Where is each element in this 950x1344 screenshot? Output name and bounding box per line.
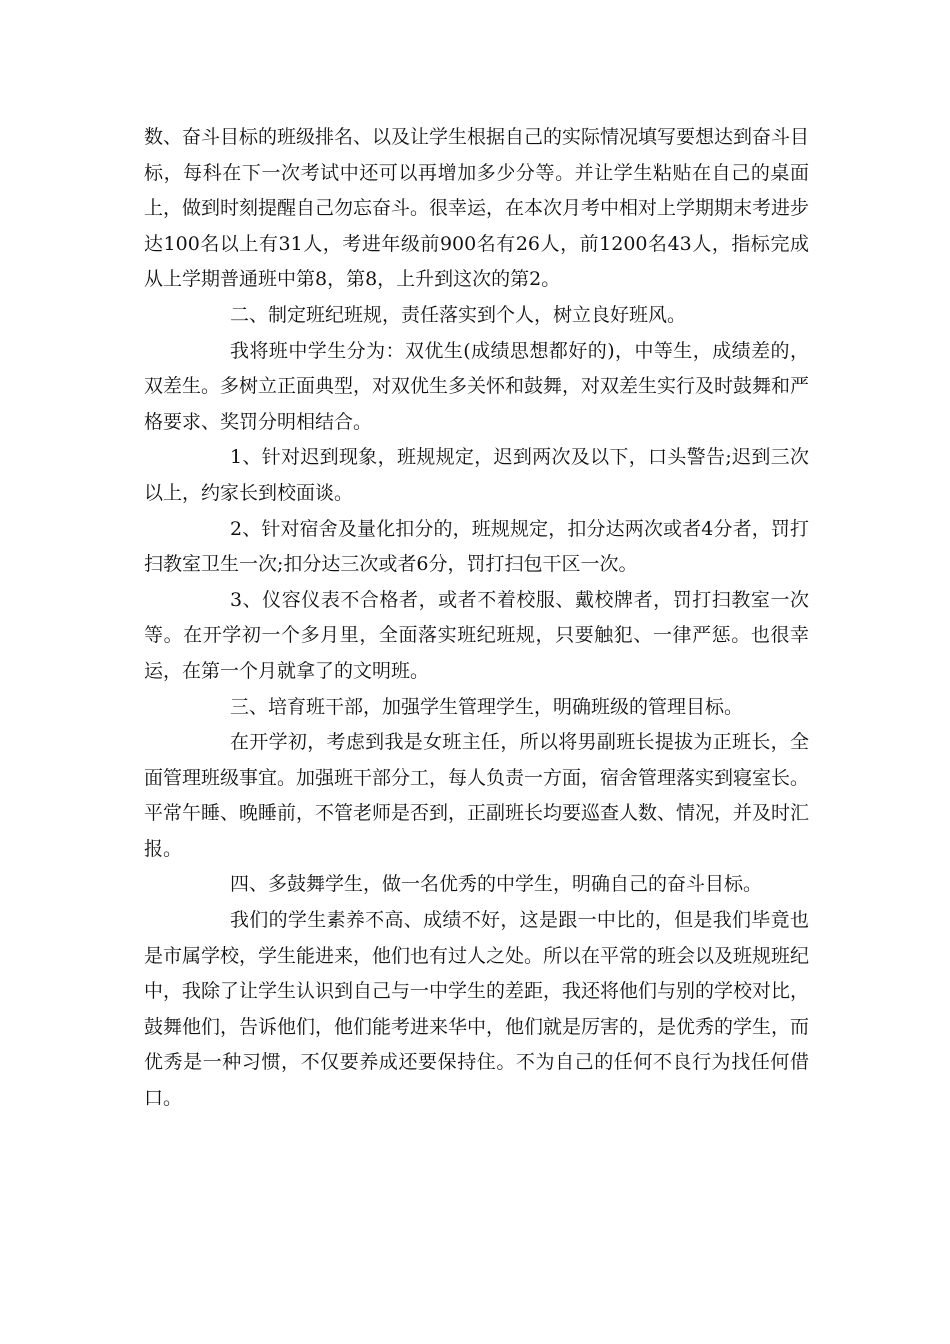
section-heading-2: 二、制定班纪班规，责任落实到个人，树立良好班风。 — [230, 303, 687, 326]
rule-item-3: 3、仪容仪表不合格者，或者不着校服、戴校牌者，罚打扫教室一次等。在开学初一个多月里，全面落实班纪班规，只要触犯、一律严惩。也很幸运，在第一个月就拿了的文明班。 — [144, 588, 809, 682]
paragraph-continuation: 数、奋斗目标的班级排名、以及让学生根据自己的实际情况填写要想达到奋斗目标，每科在下一次考试中还可以再增加多少分等。并让学生粘贴在自己的桌面上，做到时刻提醒自己勿忘奋斗。很幸运，在本次月考中相对上学期期末考进步达100名以上有31人，考进年级前900名有26人，前1200名43人，指标完成从上学期普通班中第8，第8，上升到这次的第2。 — [144, 126, 810, 291]
rule-item-2: 2、针对宿舍及量化扣分的，班规规定，扣分达两次或者4分者，罚打扫教室卫生一次;扣分达三次或者6分，罚打扫包干区一次。 — [144, 517, 809, 576]
paragraph-class-cadres: 在开学初，考虑到我是女班主任，所以将男副班长提拔为正班长，全面管理班级事宜。加强班干部分工，每人负责一方面，宿舍管理落实到寝室长。平常午睡、晚睡前，不管老师是否到，正副班长均要巡查人数、情况，并及时汇报。 — [144, 731, 810, 860]
paragraph-encouragement: 我们的学生素养不高、成绩不好，这是跟一中比的，但是我们毕竟也是市属学校，学生能进来，他们也有过人之处。所以在平常的班会以及班规班纪中，我除了让学生认识到自己与一中学生的差距，我还将他们与别的学校对比，鼓舞他们，告诉他们，他们能考进来华中，他们就是厉害的，是优秀的学生，而优秀是一种习惯，不仅要养成还要保持住。不为自己的任何不良行为找任何借口。 — [144, 909, 810, 1110]
paragraph-student-groups: 我将班中学生分为：双优生(成绩思想都好的)，中等生，成绩差的，双差生。多树立正面典型，对双优生多关怀和鼓舞，对双差生实行及时鼓舞和严格要求、奖罚分明相结合。 — [144, 339, 810, 433]
rule-item-1: 1、针对迟到现象，班规规定，迟到两次及以下，口头警告;迟到三次以上，约家长到校面谈。 — [144, 446, 809, 504]
document-body — [144, 120, 809, 1117]
section-heading-3: 三、培育班干部，加强学生管理学生，明确班级的管理目标。 — [230, 695, 744, 718]
section-heading-4: 四、多鼓舞学生，做一名优秀的中学生，明确自己的奋斗目标。 — [230, 873, 763, 896]
